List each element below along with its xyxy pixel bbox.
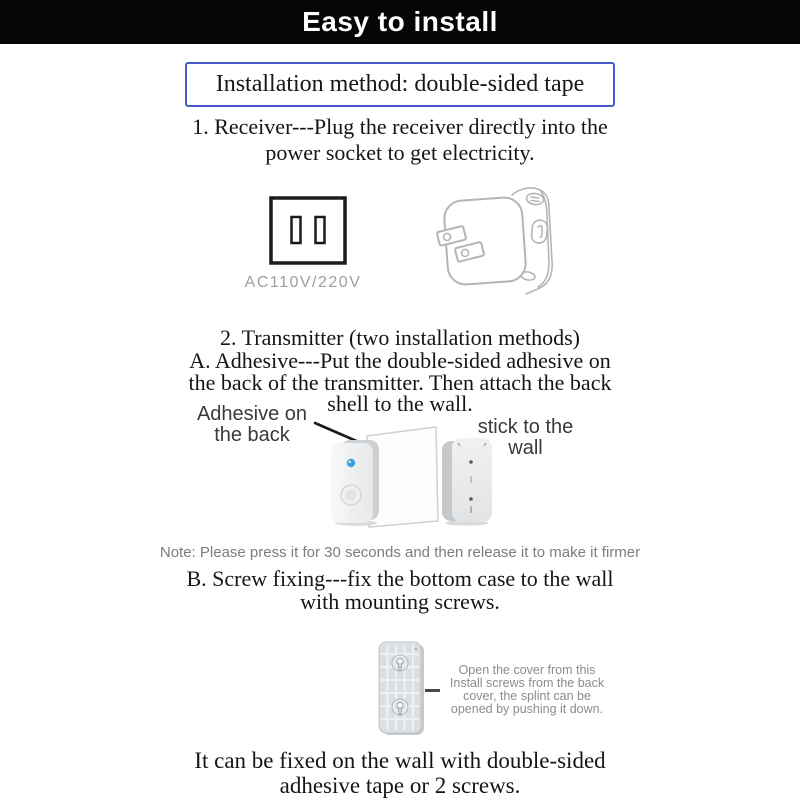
text-line: the back of the transmitter. Then attach the back (188, 369, 612, 395)
receiver-step-heading (150, 114, 650, 166)
adhesive-back-label (192, 404, 312, 446)
text-line: Install screws from the back (449, 676, 605, 690)
press-note: Note: Please press it for 30 seconds and then release it to make it firmer (159, 544, 641, 561)
text-line: shell to the wall. (327, 391, 473, 416)
text-line: 1. Receiver---Plug the receiver directly into the (192, 114, 608, 139)
installation-method-box (185, 62, 615, 107)
text-line: the back (214, 424, 290, 446)
text-line: opened by pushing it down. (450, 702, 604, 716)
text-line: wall (508, 437, 543, 459)
text-line: cover, the splint can be (463, 689, 591, 703)
text-line: It can be fixed on the wall with double-sided (194, 748, 606, 773)
stick-wall-label (473, 417, 578, 459)
mounting-plate-icon (378, 641, 426, 737)
text-line: B. Screw fixing---fix the bottom case to the wall (186, 566, 614, 591)
text-line: Adhesive on (196, 403, 308, 425)
text-line: with mounting screws. (300, 589, 500, 614)
transmitter-step-heading: 2. Transmitter (two installation methods) (220, 325, 580, 350)
screw-method-text (150, 567, 650, 613)
footer-text (150, 748, 650, 798)
plate-note (434, 664, 620, 716)
power-socket-icon (269, 196, 347, 265)
installation-method-label: Installation method: double-sided tape (215, 71, 585, 97)
text-line: adhesive tape or 2 screws. (279, 773, 521, 798)
page-title: Easy to install (302, 6, 498, 37)
text-line: power socket to get electricity. (265, 140, 535, 165)
text-line: Open the cover from this (458, 663, 596, 677)
header-bar (0, 0, 800, 44)
receiver-plug-icon (436, 183, 562, 297)
text-line: A. Adhesive---Put the double-sided adhesive on (189, 348, 611, 373)
socket-voltage-label: AC110V/220V (244, 274, 362, 291)
transmitter-front-icon (331, 438, 381, 526)
text-line: stick to the (477, 416, 574, 438)
